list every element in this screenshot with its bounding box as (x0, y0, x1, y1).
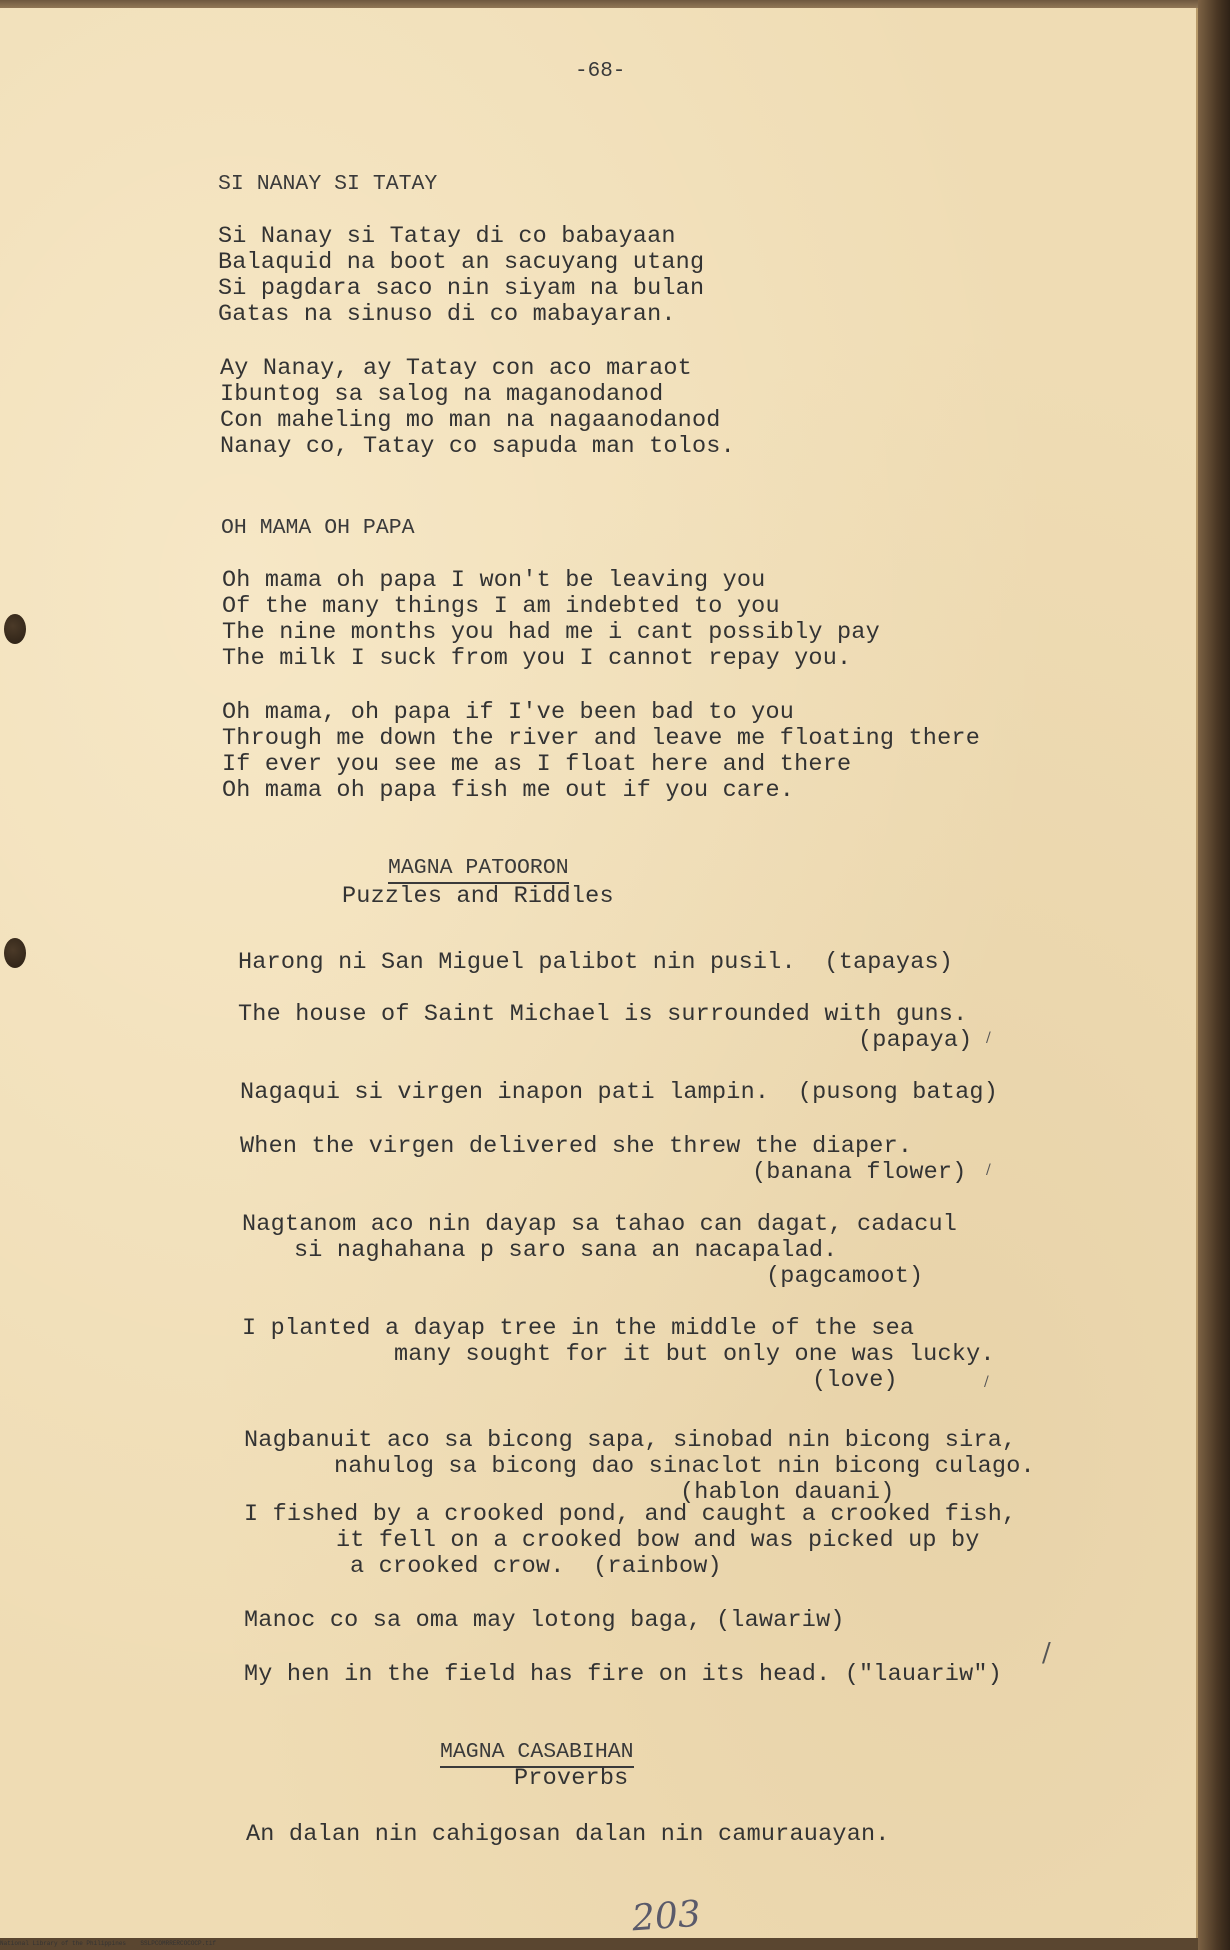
pencil-mark: / (1042, 1638, 1051, 1668)
lyric-line: Gatas na sinuso di co mabayaran. (218, 301, 676, 328)
lyric-line: Si pagdara saco nin siyam na bulan (218, 275, 705, 302)
lyric-line: The milk I suck from you I cannot repay you. (222, 645, 852, 672)
lyric-line: Ibuntog sa salog na maganodanod (220, 381, 664, 408)
page-number: -68- (575, 60, 626, 83)
lyric-line: Oh mama oh papa I won't be leaving you (222, 567, 766, 594)
scan-footer: National Library of the Philippines SSLPCOMRRERCOCOCP.tif (0, 1940, 217, 1947)
binder-hole (4, 938, 26, 968)
handwritten-page-number: 203 (630, 1893, 703, 1940)
riddles-title: MAGNA PATOORON (388, 856, 569, 884)
riddle-line: Harong ni San Miguel palibot nin pusil. (tapayas) (238, 949, 954, 976)
riddle-line: it fell on a crooked bow and was picked up by (336, 1527, 980, 1554)
proverbs-title: MAGNA CASABIHAN (440, 1740, 634, 1768)
riddle-line: My hen in the field has fire on its head. ("lauariw") (244, 1661, 1003, 1688)
book-binding-edge (1198, 0, 1230, 1950)
riddle-answer: (pagcamoot) (766, 1263, 924, 1290)
document-page (0, 8, 1199, 1938)
riddle-line: The house of Saint Michael is surrounded with guns. (238, 1001, 968, 1028)
lyric-line: The nine months you had me i cant possibly pay (222, 619, 880, 646)
riddle-answer: (banana flower) (752, 1159, 967, 1186)
lyric-line: Oh mama, oh papa if I've been bad to you (222, 699, 795, 726)
lyric-line: Si Nanay si Tatay di co babayaan (218, 223, 676, 250)
lyric-line: Balaquid na boot an sacuyang utang (218, 249, 705, 276)
lyric-line: Nanay co, Tatay co sapuda man tolos. (220, 433, 735, 460)
song-title-si-nanay: SI NANAY SI TATAY (218, 172, 438, 196)
riddle-line: Nagtanom aco nin dayap sa tahao can dagat, cadacul (242, 1211, 958, 1238)
riddle-line: a crooked crow. (rainbow) (350, 1553, 722, 1580)
riddle-line: I planted a dayap tree in the middle of the sea (242, 1315, 915, 1342)
pencil-mark: / (986, 1162, 991, 1178)
riddle-line: Manoc co sa oma may lotong baga, (lawariw) (244, 1607, 845, 1634)
riddle-line: Nagbanuit aco sa bicong sapa, sinobad nin bicong sira, (244, 1427, 1017, 1454)
riddle-answer: (papaya) (858, 1027, 973, 1054)
riddle-line: nahulog sa bicong dao sinaclot nin bicong culago. (334, 1453, 1035, 1480)
song-title-oh-mama: OH MAMA OH PAPA (221, 516, 415, 540)
lyric-line: Through me down the river and leave me floating there (222, 725, 981, 752)
proverbs-subtitle: Proverbs (514, 1765, 629, 1792)
riddle-answer: (hablon dauani) (680, 1479, 895, 1506)
pencil-mark: / (986, 1030, 991, 1046)
riddle-answer: (love) (812, 1367, 898, 1394)
riddle-line: I fished by a crooked pond, and caught a crooked fish, (244, 1501, 1017, 1528)
riddle-line: Nagaqui si virgen inapon pati lampin. (pusong batag) (240, 1079, 999, 1106)
riddle-line: si naghahana p saro sana an nacapalad. (294, 1237, 838, 1264)
pencil-mark: / (984, 1374, 989, 1390)
riddles-subtitle: Puzzles and Riddles (342, 883, 614, 910)
lyric-line: Ay Nanay, ay Tatay con aco maraot (220, 355, 692, 382)
lyric-line: If ever you see me as I float here and there (222, 751, 852, 778)
lyric-line: Con maheling mo man na nagaanodanod (220, 407, 721, 434)
riddle-line: many sought for it but only one was lucky. (394, 1341, 995, 1368)
proverb-line: An dalan nin cahigosan dalan nin camurauayan. (246, 1821, 890, 1848)
binder-hole (4, 614, 26, 644)
lyric-line: Of the many things I am indebted to you (222, 593, 780, 620)
riddle-line: When the virgen delivered she threw the diaper. (240, 1133, 913, 1160)
lyric-line: Oh mama oh papa fish me out if you care. (222, 777, 795, 804)
